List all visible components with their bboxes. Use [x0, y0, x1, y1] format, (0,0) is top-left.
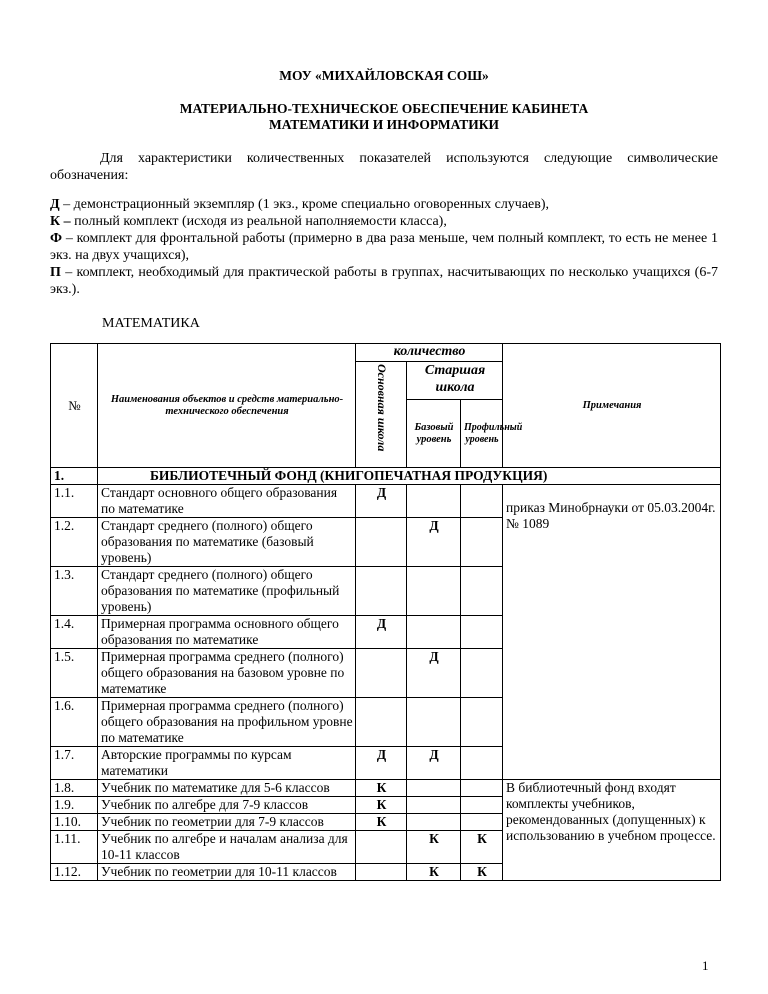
- row-number: 1.6.: [51, 698, 98, 747]
- definition-text: – демонстрационный экземпляр (1 экз., кроме специально оговоренных случаев),: [59, 197, 550, 212]
- row-base: Д: [407, 649, 461, 698]
- definition-symbol: Ф: [50, 231, 63, 246]
- row-basic: [356, 567, 407, 616]
- row-name: Учебник по алгебре для 7-9 классов: [98, 797, 356, 814]
- row-name: Примерная программа среднего (полного) общего образования на базовом уровне по математике: [98, 649, 356, 698]
- definition-text: полный комплект (исходя из реальной наполняемости класса),: [70, 214, 447, 229]
- section-name: БИБЛИОТЕЧНЫЙ ФОНД (КНИГОПЕЧАТНАЯ ПРОДУКЦИЯ): [98, 468, 721, 485]
- row-name: Стандарт среднего (полного) общего образования по математике (базовый уровень): [98, 518, 356, 567]
- row-basic: [356, 698, 407, 747]
- row-basic: К: [356, 814, 407, 831]
- row-base: К: [407, 831, 461, 864]
- row-base: [407, 567, 461, 616]
- row-profile: [461, 518, 503, 567]
- row-base: К: [407, 864, 461, 881]
- row-number: 1.5.: [51, 649, 98, 698]
- row-profile: [461, 797, 503, 814]
- table-row: [51, 780, 721, 797]
- row-base: [407, 780, 461, 797]
- intro-paragraph: Для характеристики количественных показателей используются следующие символические обозначения:: [50, 151, 718, 183]
- row-profile: [461, 698, 503, 747]
- header-quantity: количество: [356, 344, 503, 362]
- header-senior-school: Старшая школа: [407, 362, 503, 400]
- header-profile-level: Профильный уровень: [461, 400, 503, 468]
- row-name: Учебник по геометрии для 10-11 классов: [98, 864, 356, 881]
- document-title-line2: МАТЕМАТИКИ И ИНФОРМАТИКИ: [268, 117, 499, 132]
- row-base: [407, 616, 461, 649]
- header-basic-school-cell: [356, 362, 407, 468]
- definition-symbol: К –: [50, 214, 71, 229]
- row-profile: [461, 616, 503, 649]
- row-basic: [356, 649, 407, 698]
- row-number: 1.2.: [51, 518, 98, 567]
- row-number: 1.11.: [51, 831, 98, 864]
- definition-item: [50, 196, 718, 213]
- equipment-table: [50, 343, 721, 881]
- row-number: 1.10.: [51, 814, 98, 831]
- row-name: Учебник по алгебре и началам анализа для 10-11 классов: [98, 831, 356, 864]
- row-name: Примерная программа среднего (полного) общего образования на профильном уровне по математике: [98, 698, 356, 747]
- row-basic: [356, 518, 407, 567]
- row-number: 1.12.: [51, 864, 98, 881]
- row-profile: [461, 780, 503, 797]
- row-base: [407, 485, 461, 518]
- row-profile: К: [461, 864, 503, 881]
- row-base: [407, 814, 461, 831]
- page-number: 1: [702, 958, 709, 973]
- row-name: Стандарт среднего (полного) общего образования по математике (профильный уровень): [98, 567, 356, 616]
- row-basic: [356, 864, 407, 881]
- row-profile: [461, 485, 503, 518]
- row-basic: Д: [356, 747, 407, 780]
- section-number: 1.: [51, 468, 98, 485]
- row-basic: [356, 831, 407, 864]
- symbol-definitions: [50, 196, 718, 298]
- row-base: [407, 698, 461, 747]
- row-name: Примерная программа основного общего образования по математике: [98, 616, 356, 649]
- row-basic: Д: [356, 485, 407, 518]
- definition-text: – комплект, необходимый для практической работы в группах, насчитывающих по несколько учащихся (6-7 экз.).: [50, 265, 718, 297]
- row-basic: Д: [356, 616, 407, 649]
- definition-item: [50, 213, 718, 230]
- row-profile: [461, 567, 503, 616]
- row-basic: К: [356, 780, 407, 797]
- row-base: Д: [407, 518, 461, 567]
- row-name: Учебник по геометрии для 7-9 классов: [98, 814, 356, 831]
- row-name: Учебник по математике для 5-6 классов: [98, 780, 356, 797]
- row-profile: К: [461, 831, 503, 864]
- table-row: [51, 485, 721, 518]
- school-name: МОУ «МИХАЙЛОВСКАЯ СОШ»: [279, 68, 489, 83]
- header-basic-school: Основная школа: [375, 364, 389, 452]
- row-number: 1.8.: [51, 780, 98, 797]
- row-number: 1.1.: [51, 485, 98, 518]
- header-notes: Примечания: [503, 344, 721, 468]
- definition-symbol: Д: [50, 197, 60, 212]
- row-base: Д: [407, 747, 461, 780]
- row-profile: [461, 649, 503, 698]
- definition-symbol: П: [50, 265, 61, 280]
- row-base: [407, 797, 461, 814]
- definition-text: – комплект для фронтальной работы (примерно в два раза меньше, чем полный комплект, то есть не менее 1 экз. на двух учащихся),: [50, 231, 718, 263]
- definition-item: [50, 230, 718, 264]
- row-number: 1.9.: [51, 797, 98, 814]
- row-number: 1.4.: [51, 616, 98, 649]
- row-number: 1.7.: [51, 747, 98, 780]
- header-base-level: Базовый уровень: [407, 400, 461, 468]
- header-name: Наименования объектов и средств материально-технического обеспечения: [98, 344, 356, 468]
- section-title: МАТЕМАТИКА: [102, 316, 200, 331]
- row-number: 1.3.: [51, 567, 98, 616]
- row-basic: К: [356, 797, 407, 814]
- row-profile: [461, 814, 503, 831]
- row-profile: [461, 747, 503, 780]
- row-name: Стандарт основного общего образования по математике: [98, 485, 356, 518]
- note-order: приказ Минобрнауки от 05.03.2004г. № 1089: [503, 485, 721, 780]
- row-name: Авторские программы по курсам математики: [98, 747, 356, 780]
- document-title-line1: МАТЕРИАЛЬНО-ТЕХНИЧЕСКОЕ ОБЕСПЕЧЕНИЕ КАБИНЕТА: [179, 101, 589, 116]
- header-number: №: [51, 344, 98, 468]
- definition-item: [50, 264, 718, 298]
- note-textbooks: В библиотечный фонд входят комплекты учебников, рекомендованных (допущенных) к использованию в учебном процессе.: [503, 780, 721, 881]
